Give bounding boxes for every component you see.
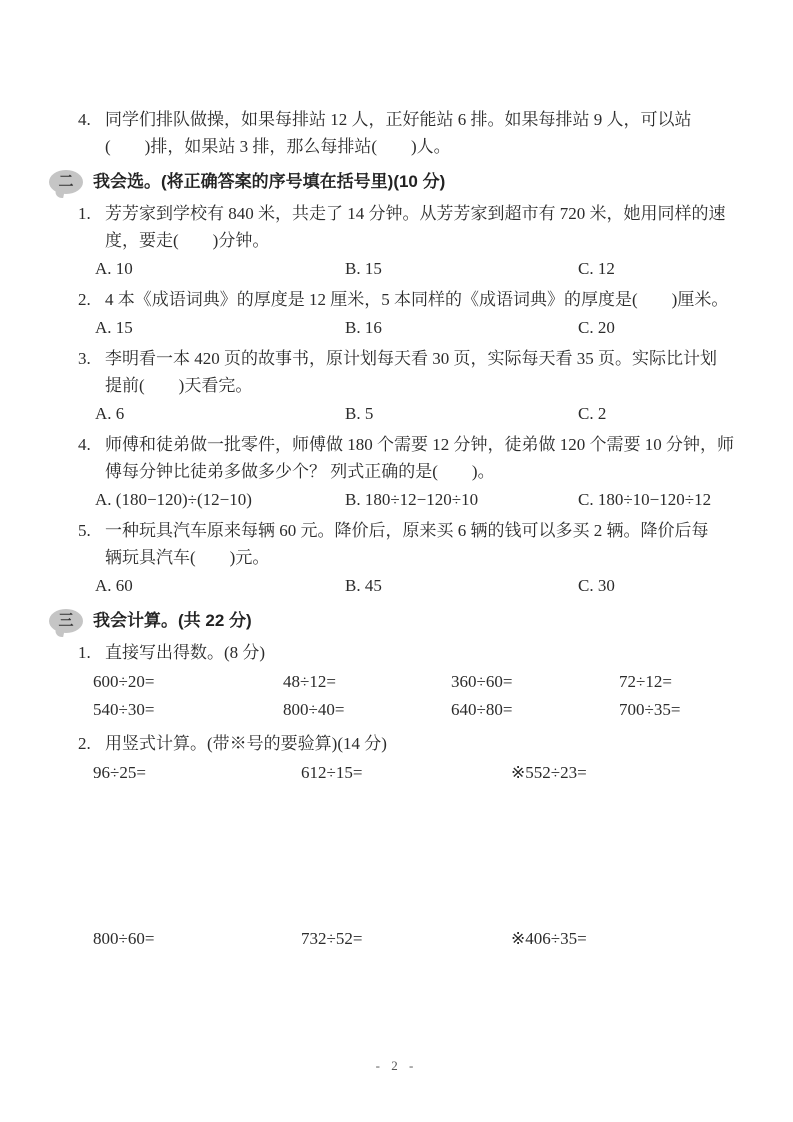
- question-line: ( )排，如果站 3 排，那么每排站( )人。: [105, 137, 451, 156]
- option-c: C. 20: [578, 318, 615, 337]
- part-title-text: 用竖式计算。(带※号的要验算)(14 分): [105, 734, 387, 753]
- part-number: 1.: [78, 643, 91, 662]
- options-row: [95, 314, 755, 341]
- section-title: 我会选。(将正确答案的序号填在括号里)(10 分): [93, 172, 446, 191]
- question-number: 4.: [78, 435, 91, 454]
- options-row: [95, 572, 755, 599]
- equation: 800÷60=: [93, 929, 155, 948]
- question-line: [78, 431, 755, 458]
- question-line: 辆玩具汽车( )元。: [105, 548, 270, 567]
- option-a: A. 15: [95, 318, 133, 337]
- question-number: 3.: [78, 349, 91, 368]
- section-badge-label: 二: [58, 173, 74, 190]
- equation: 600÷20=: [93, 672, 155, 691]
- option-c: C. 180÷10−120÷12: [578, 490, 712, 509]
- section-title: 我会计算。(共 22 分): [93, 611, 252, 630]
- option-b: B. 15: [345, 259, 382, 278]
- question-text: 师傅和徒弟做一批零件，师傅做 180 个需要 12 分钟，徒弟做 120 个需要 10 分钟，师: [105, 435, 734, 454]
- choice-question-2: [78, 286, 755, 341]
- equation: 732÷52=: [301, 929, 363, 948]
- section-two-header: [49, 167, 755, 197]
- option-a: A. 6: [95, 404, 125, 423]
- part-two-title: [78, 730, 755, 757]
- question-line: 提前( )天看完。: [105, 376, 253, 395]
- option-c: C. 30: [578, 576, 615, 595]
- question-text: 同学们排队做操，如果每排站 12 人，正好能站 6 排。如果每排站 9 人，可以站: [105, 110, 692, 129]
- question-text: 4 本《成语词典》的厚度是 12 厘米，5 本同样的《成语词典》的厚度是( )厘米。: [105, 290, 729, 309]
- question-number: 5.: [78, 521, 91, 540]
- options-row: [95, 486, 755, 513]
- equation: 800÷40=: [283, 700, 345, 719]
- options-row: [95, 400, 755, 427]
- section-badge: [49, 609, 83, 633]
- equation: 96÷25=: [93, 763, 146, 782]
- equation: 72÷12=: [619, 672, 672, 691]
- section-three-header: [49, 606, 755, 636]
- equation: ※406÷35=: [511, 929, 587, 948]
- option-a: A. 60: [95, 576, 133, 595]
- equation: 360÷60=: [451, 672, 513, 691]
- option-c: C. 2: [578, 404, 607, 423]
- question-line: [78, 286, 755, 313]
- equation: 48÷12=: [283, 672, 336, 691]
- section-badge-label: 三: [58, 612, 74, 629]
- question-number: 1.: [78, 204, 91, 223]
- question-text: 芳芳家到学校有 840 米，共走了 14 分钟。从芳芳家到超市有 720 米，她用同样的速: [105, 204, 726, 223]
- equation: 612÷15=: [301, 763, 363, 782]
- part-title-text: 直接写出得数。(8 分): [105, 643, 266, 662]
- question-line: [78, 517, 755, 544]
- equation: 700÷35=: [619, 700, 681, 719]
- option-b: B. 180÷12−120÷10: [345, 490, 479, 509]
- choice-question-1: [78, 200, 755, 282]
- fill-blank-question-4: [78, 106, 755, 160]
- question-text: 李明看一本 420 页的故事书，原计划每天看 30 页，实际每天看 35 页。实际比计划: [105, 349, 717, 368]
- question-line: [78, 345, 755, 372]
- equation: 640÷80=: [451, 700, 513, 719]
- mental-math-row-2: [93, 696, 755, 724]
- section-badge: [49, 170, 83, 194]
- question-text: 一种玩具汽车原来每辆 60 元。降价后，原来买 6 辆的钱可以多买 2 辆。降价后每: [105, 521, 709, 540]
- page-content: [58, 106, 755, 953]
- question-line: 度，要走( )分钟。: [105, 231, 270, 250]
- option-a: A. 10: [95, 259, 133, 278]
- page-number: - 2 -: [375, 1058, 418, 1073]
- choice-question-3: [78, 345, 755, 427]
- equation: 540÷30=: [93, 700, 155, 719]
- column-calc-row-1: [93, 759, 755, 787]
- column-calc-row-2: [93, 925, 755, 953]
- options-row: [95, 255, 755, 282]
- equation: ※552÷23=: [511, 763, 587, 782]
- question-line: [78, 200, 755, 227]
- question-number: 2.: [78, 290, 91, 309]
- option-b: B. 5: [345, 404, 374, 423]
- option-c: C. 12: [578, 259, 615, 278]
- question-line: [78, 106, 755, 133]
- option-a: A. (180−120)÷(12−10): [95, 490, 252, 509]
- mental-math-row-1: [93, 668, 755, 696]
- question-number: 4.: [78, 110, 91, 129]
- choice-question-5: [78, 517, 755, 599]
- part-one-title: [78, 639, 755, 666]
- part-number: 2.: [78, 734, 91, 753]
- option-b: B. 16: [345, 318, 382, 337]
- choice-question-4: [78, 431, 755, 513]
- question-line: 傅每分钟比徒弟多做多少个？ 列式正确的是( )。: [105, 462, 495, 481]
- option-b: B. 45: [345, 576, 382, 595]
